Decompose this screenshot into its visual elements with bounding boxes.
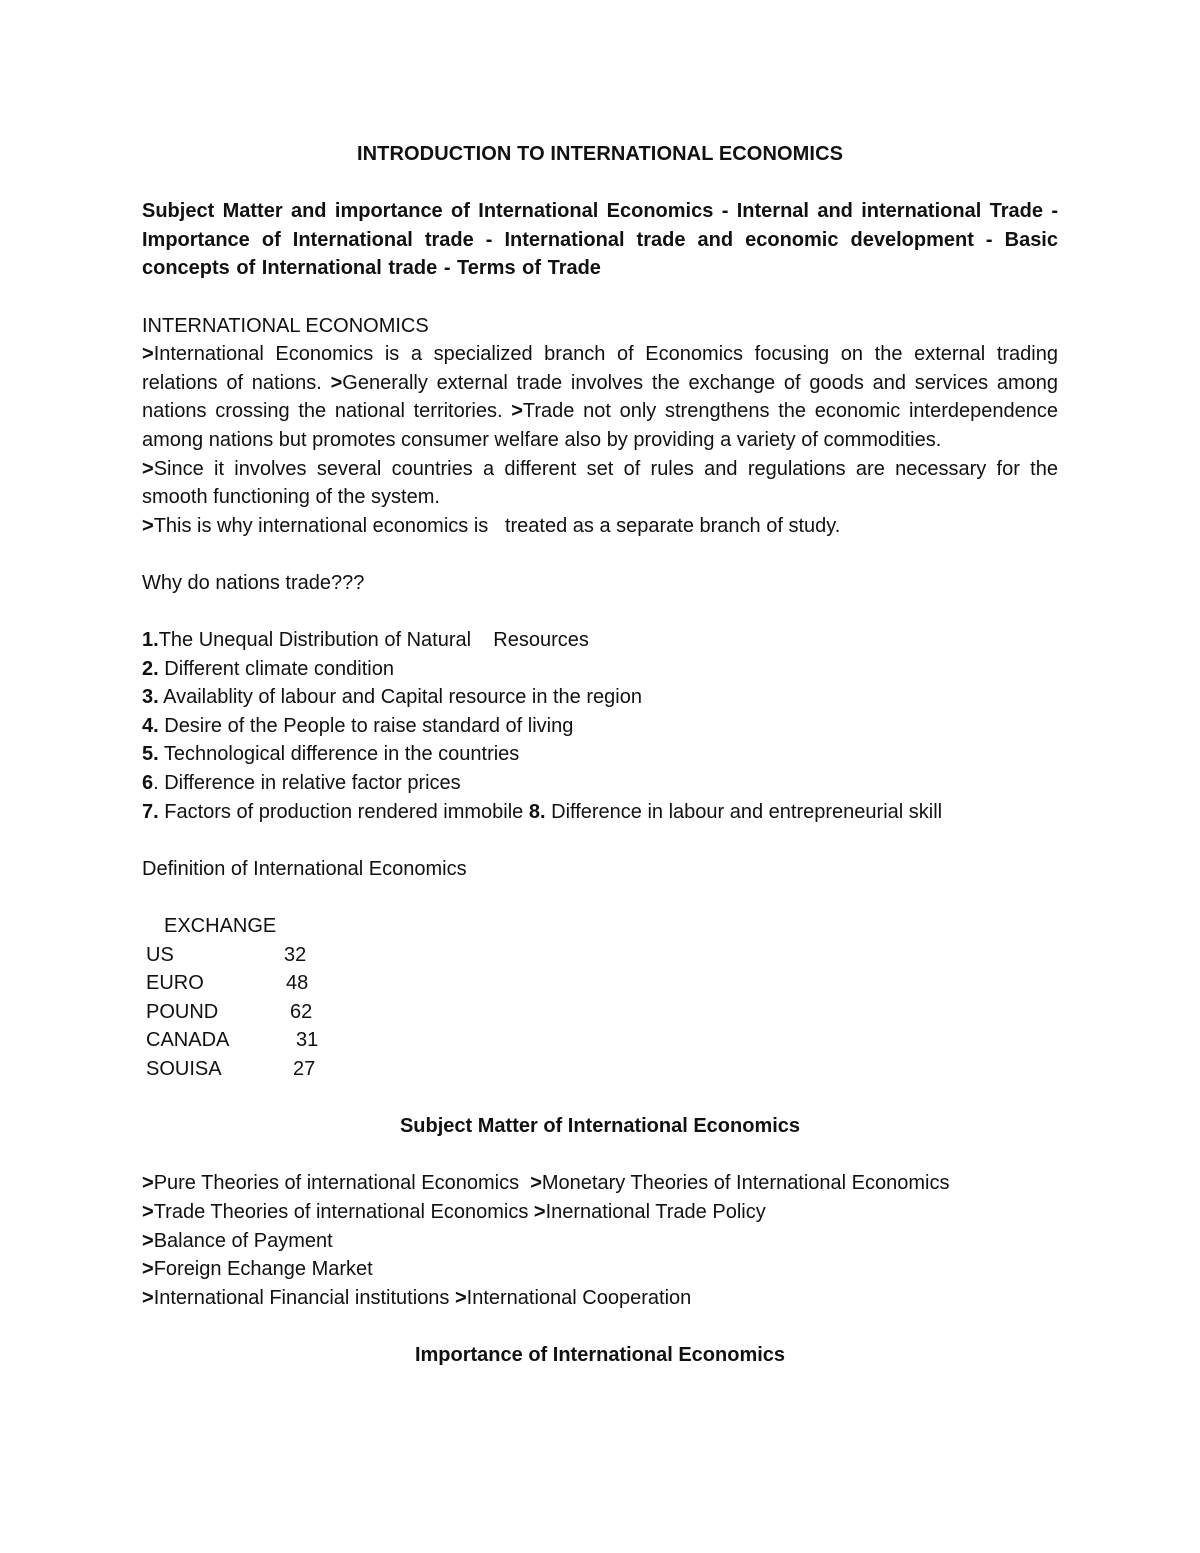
list-text: The Unequal Distribution of Natural Resources (158, 629, 589, 652)
list-text: Difference in labour and entrepreneurial skill (545, 800, 943, 823)
bullet-arrow: > (142, 514, 154, 537)
list-number: 1. (142, 629, 159, 652)
document-page (142, 140, 1058, 1370)
currency-cell: CANADA (146, 1029, 230, 1052)
list-text: Desire of the People to raise standard of living (158, 714, 574, 737)
value-cell: 31 (296, 1029, 319, 1052)
list-item (142, 1284, 1058, 1313)
syllabus-text: Subject Matter and importance of International Economics - Internal and international Trade - Importance of International trade - International trade and economic development - Basic concepts of International trade - Terms of Trade (142, 200, 1058, 280)
intro-paragraph-2 (142, 455, 1058, 512)
currency-cell: POUND (146, 1000, 219, 1023)
list-text: Availablity of labour and Capital resource in the region (158, 686, 642, 709)
bullet-arrow: > (142, 1258, 154, 1281)
table-row (146, 998, 356, 1027)
table-row (146, 1055, 356, 1084)
intro-paragraph-3 (142, 512, 1058, 541)
list-item (142, 1255, 1058, 1284)
intro-text-2: Generally external trade involves the exchange of goods and services among nations crossing the national territories. (142, 371, 1058, 423)
intro-text-1: International Economics is a specialized branch of Economics focusing on the external trading relations of nations. (142, 343, 1058, 394)
spacer (142, 169, 1058, 198)
value-cell: 48 (286, 972, 309, 995)
list-text: International Cooperation (466, 1286, 692, 1309)
value-cell: 27 (293, 1058, 316, 1080)
spacer (142, 883, 1058, 912)
list-item (142, 626, 1058, 655)
spacer (142, 540, 1058, 569)
list-number: 5. (142, 743, 159, 766)
spacer (142, 598, 1058, 627)
list-item (142, 1169, 1058, 1198)
list-item (142, 1198, 1058, 1227)
definition-heading: Definition of International Economics (142, 857, 467, 880)
list-text: Different climate condition (158, 657, 394, 680)
list-text: Foreign Echange Market (153, 1258, 373, 1281)
exchange-table (146, 941, 356, 1084)
why-trade-heading: Why do nations trade??? (142, 571, 365, 594)
importance-heading: Importance of International Economics (414, 1343, 786, 1366)
bullet-arrow: > (530, 1172, 542, 1195)
bullet-arrow: > (511, 400, 523, 423)
document-title: INTRODUCTION TO INTERNATIONAL ECONOMICS (356, 143, 844, 165)
currency-cell: EURO (146, 972, 204, 995)
list-number: 3. (142, 686, 159, 709)
spacer (142, 1084, 1058, 1113)
table-row (146, 1026, 356, 1055)
intro-text-5: This is why international economics is treated as a separate branch of study. (153, 514, 841, 537)
table-row (146, 941, 356, 970)
bullet-arrow: > (454, 1286, 467, 1309)
intro-paragraph (142, 340, 1058, 454)
list-item (142, 683, 1058, 712)
exchange-heading: EXCHANGE (164, 915, 277, 938)
list-text: Monetary Theories of International Economics (541, 1172, 950, 1195)
list-text: Factors of production rendered immobile (158, 800, 529, 823)
bullet-arrow: > (142, 1229, 154, 1252)
table-row (146, 969, 356, 998)
list-text: . Difference in relative factor prices (153, 772, 461, 795)
list-text: Inernational Trade Policy (545, 1200, 766, 1223)
intro-text-3: Trade not only strengthens the economic interdependence among nations but promotes consumer welfare also by providing a variety of commodities. (142, 400, 1059, 451)
list-number: 4. (142, 714, 159, 737)
list-text: Pure Theories of international Economics (153, 1172, 531, 1195)
currency-cell: US (146, 943, 174, 966)
list-text: Technological difference in the countries (158, 743, 520, 766)
value-cell: 62 (290, 1000, 313, 1023)
list-text: Trade Theories of international Economics (153, 1200, 534, 1223)
list-item (142, 1227, 1058, 1256)
value-cell: 32 (284, 943, 307, 966)
list-item (142, 740, 1058, 769)
list-text: International Financial institutions (153, 1286, 455, 1309)
subject-matter-heading: Subject Matter of International Economics (399, 1115, 801, 1138)
bullet-arrow: > (330, 371, 343, 394)
bullet-arrow: > (142, 457, 154, 480)
intro-heading: INTERNATIONAL ECONOMICS (142, 314, 429, 337)
list-number: 8. (528, 800, 546, 823)
spacer (142, 826, 1058, 855)
currency-cell: SOUISA (146, 1058, 222, 1080)
bullet-arrow: > (142, 1200, 154, 1223)
list-item (142, 655, 1058, 684)
bullet-arrow: > (142, 1286, 154, 1309)
bullet-arrow: > (142, 343, 154, 366)
list-number: 2. (142, 657, 159, 680)
spacer (142, 1312, 1058, 1341)
list-text: Balance of Payment (153, 1229, 333, 1252)
list-number: 7. (142, 800, 159, 823)
spacer (142, 1141, 1058, 1170)
bullet-arrow: > (533, 1200, 546, 1223)
list-number: 6 (142, 772, 154, 795)
spacer (142, 283, 1058, 312)
list-item (142, 798, 1058, 827)
list-item (142, 712, 1058, 741)
list-item (142, 769, 1058, 798)
bullet-arrow: > (142, 1172, 154, 1195)
intro-text-4: Since it involves several countries a different set of rules and regulations are necessary for the smooth functioning of the system. (142, 457, 1058, 509)
